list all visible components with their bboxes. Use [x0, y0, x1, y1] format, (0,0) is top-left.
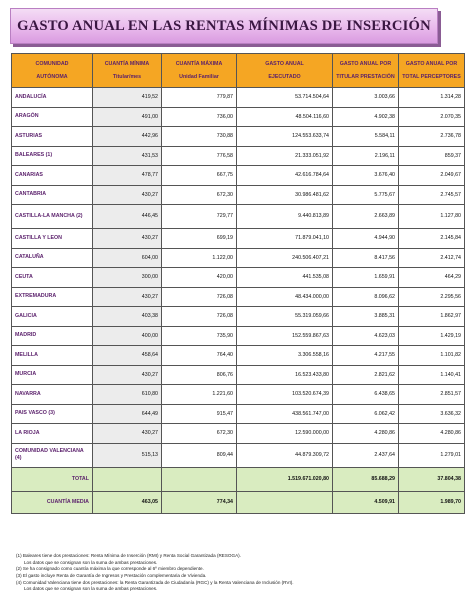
cell-region: LA RIOJA — [12, 424, 93, 444]
cell-cuantia-maxima: 730,88 — [162, 127, 237, 147]
cell-cuantia-maxima: 699,19 — [162, 229, 237, 249]
cell-cuantia-maxima: 735,90 — [162, 326, 237, 346]
cell-cuantia-minima: 478,77 — [93, 166, 162, 186]
cell-cuantia-maxima: 776,58 — [162, 146, 237, 166]
cell-gasto-titular: 4.944,90 — [333, 229, 399, 249]
cell-gasto-titular: 8.417,56 — [333, 248, 399, 268]
cell-cuantia-minima: 604,00 — [93, 248, 162, 268]
header-gasto-perceptores: GASTO ANUAL POR TOTAL PERCEPTORES — [399, 54, 465, 88]
total-titular: 85.688,29 — [333, 467, 399, 491]
cell-gasto-anual: 16.523.433,80 — [237, 365, 333, 385]
cell-region: CANARIAS — [12, 166, 93, 186]
cell-region: MADRID — [12, 326, 93, 346]
table-row — [12, 287, 465, 307]
cell-gasto-anual: 53.714.504,64 — [237, 88, 333, 108]
cell-gasto-titular: 4.217,55 — [333, 346, 399, 366]
footnote-line: (3) El gasto incluye Renta de Garantía de Ingresos y Prestación complementaria de Vivienda. — [16, 572, 207, 578]
total-row — [12, 467, 465, 491]
cell-gasto-anual: 103.520.674,39 — [237, 385, 333, 405]
media-titular: 4.509,91 — [333, 491, 399, 513]
cell-gasto-anual: 12.590.000,00 — [237, 424, 333, 444]
cell-cuantia-maxima: 779,87 — [162, 88, 237, 108]
total-max — [162, 467, 237, 491]
cell-cuantia-maxima: 736,00 — [162, 107, 237, 127]
cell-cuantia-minima: 400,00 — [93, 326, 162, 346]
cell-cuantia-minima: 458,64 — [93, 346, 162, 366]
cell-gasto-titular: 2.196,11 — [333, 146, 399, 166]
media-label: CUANTÍA MEDIA — [12, 491, 93, 513]
cell-region: MELILLA — [12, 346, 93, 366]
table-row — [12, 166, 465, 186]
cell-gasto-perceptores: 2.736,78 — [399, 127, 465, 147]
table-row — [12, 346, 465, 366]
cell-cuantia-maxima: 672,30 — [162, 185, 237, 205]
cell-gasto-anual: 124.553.633,74 — [237, 127, 333, 147]
media-min: 463,05 — [93, 491, 162, 513]
footnote-line: (1) Baleares tiene dos prestaciones: Renta Mínima de Inserción (RMI) y Renta Social Garantizada (RESOGA). — [16, 553, 241, 558]
cell-gasto-anual: 30.986.481,62 — [237, 185, 333, 205]
header-cuantia-maxima: CUANTÍA MÁXIMA Unidad Familiar — [162, 54, 237, 88]
cell-cuantia-maxima: 672,30 — [162, 424, 237, 444]
cell-cuantia-maxima: 1.221,60 — [162, 385, 237, 405]
expenditure-table — [11, 53, 465, 514]
footnote-line: Los datos que se consignan son la suma de ambas prestaciones. — [24, 559, 158, 565]
cell-cuantia-minima: 419,52 — [93, 88, 162, 108]
cell-gasto-anual: 240.506.407,21 — [237, 248, 333, 268]
cell-cuantia-minima: 403,38 — [93, 307, 162, 327]
page-title: GASTO ANUAL EN LAS RENTAS MÍNIMAS DE INSERCIÓN — [17, 17, 431, 34]
cell-cuantia-maxima: 764,40 — [162, 346, 237, 366]
table-row — [12, 146, 465, 166]
media-max: 774,34 — [162, 491, 237, 513]
cell-gasto-anual: 438.561.747,00 — [237, 404, 333, 424]
cell-region: BALEARES (1) — [12, 146, 93, 166]
table-row — [12, 88, 465, 108]
total-label: TOTAL — [12, 467, 93, 491]
cell-cuantia-minima: 644,49 — [93, 404, 162, 424]
cell-cuantia-minima: 430,27 — [93, 365, 162, 385]
cell-cuantia-maxima: 915,47 — [162, 404, 237, 424]
cell-cuantia-maxima: 667,75 — [162, 166, 237, 186]
table-row — [12, 424, 465, 444]
table-row — [12, 205, 465, 229]
total-perceptores: 37.804,38 — [399, 467, 465, 491]
header-gasto-titular: GASTO ANUAL POR TITULAR PRESTACIÓN — [333, 54, 399, 88]
cell-gasto-perceptores: 1.101,82 — [399, 346, 465, 366]
table-row — [12, 248, 465, 268]
cell-gasto-anual: 152.559.867,63 — [237, 326, 333, 346]
table-row — [12, 185, 465, 205]
cell-region: ASTURIAS — [12, 127, 93, 147]
cell-gasto-titular: 2.437,64 — [333, 443, 399, 467]
cell-gasto-titular: 3.885,31 — [333, 307, 399, 327]
cell-gasto-titular: 3.676,40 — [333, 166, 399, 186]
cell-gasto-perceptores: 859,37 — [399, 146, 465, 166]
cell-gasto-titular: 4.902,38 — [333, 107, 399, 127]
cell-cuantia-minima: 300,00 — [93, 268, 162, 288]
cell-cuantia-minima: 430,27 — [93, 424, 162, 444]
cell-gasto-anual: 42.616.784,64 — [237, 166, 333, 186]
cell-gasto-titular: 6.062,42 — [333, 404, 399, 424]
cell-cuantia-minima: 431,53 — [93, 146, 162, 166]
cell-gasto-perceptores: 1.140,41 — [399, 365, 465, 385]
cell-gasto-perceptores: 2.412,74 — [399, 248, 465, 268]
header-gasto-anual: GASTO ANUAL EJECUTADO — [237, 54, 333, 88]
cell-region: EXTREMADURA — [12, 287, 93, 307]
cell-gasto-perceptores: 2.745,57 — [399, 185, 465, 205]
table-row — [12, 365, 465, 385]
cell-gasto-titular: 4.280,86 — [333, 424, 399, 444]
cell-gasto-perceptores: 4.280,86 — [399, 424, 465, 444]
cell-cuantia-maxima: 1.122,00 — [162, 248, 237, 268]
cell-region: CASTILLA Y LEON — [12, 229, 93, 249]
cell-cuantia-minima: 515,13 — [93, 443, 162, 467]
cell-region: MURCIA — [12, 365, 93, 385]
cell-gasto-titular: 5.584,11 — [333, 127, 399, 147]
footnote-line: (4) Comunidad Valenciana tiene dos prestaciones: la Renta Garantizada de Ciudadanía (RGC) y la Renta Valenciana de Inclusión (RVI). — [16, 579, 294, 585]
cell-gasto-perceptores: 2.295,56 — [399, 287, 465, 307]
cell-cuantia-minima: 442,96 — [93, 127, 162, 147]
cell-cuantia-maxima: 729,77 — [162, 205, 237, 229]
cell-gasto-titular: 5.775,67 — [333, 185, 399, 205]
total-min — [93, 467, 162, 491]
cell-region: CANTABRIA — [12, 185, 93, 205]
cell-gasto-perceptores: 2.851,57 — [399, 385, 465, 405]
cell-gasto-anual: 71.879.041,10 — [237, 229, 333, 249]
cell-gasto-anual: 3.306.558,16 — [237, 346, 333, 366]
footnote-line: Los datos que se consignan son la suma de ambas prestaciones. — [24, 586, 158, 592]
cell-cuantia-maxima: 806,76 — [162, 365, 237, 385]
cell-region: NAVARRA — [12, 385, 93, 405]
cell-gasto-perceptores: 1.862,97 — [399, 307, 465, 327]
cell-gasto-perceptores: 1.279,01 — [399, 443, 465, 467]
cell-gasto-perceptores: 1.314,28 — [399, 88, 465, 108]
cell-cuantia-minima: 610,80 — [93, 385, 162, 405]
cell-gasto-anual: 48.434.000,00 — [237, 287, 333, 307]
cell-gasto-perceptores: 2.049,67 — [399, 166, 465, 186]
cell-region: COMUNIDAD VALENCIANA (4) — [12, 443, 93, 467]
cell-cuantia-minima: 446,45 — [93, 205, 162, 229]
cell-cuantia-minima: 430,27 — [93, 229, 162, 249]
cell-region: ARAGÓN — [12, 107, 93, 127]
table-row — [12, 404, 465, 424]
cell-gasto-titular: 4.623,03 — [333, 326, 399, 346]
cell-region: GALICIA — [12, 307, 93, 327]
cell-gasto-anual: 44.879.309,72 — [237, 443, 333, 467]
cell-region: ANDALUCÍA — [12, 88, 93, 108]
footnote-line: (2) Se ha consignado como cuantía máxima la que corresponde al 6º miembro dependiente. — [16, 566, 204, 572]
table-row — [12, 326, 465, 346]
cell-gasto-perceptores: 1.429,19 — [399, 326, 465, 346]
cell-cuantia-minima: 430,27 — [93, 185, 162, 205]
cell-gasto-titular: 2.663,89 — [333, 205, 399, 229]
cell-gasto-perceptores: 1.127,80 — [399, 205, 465, 229]
table-row — [12, 127, 465, 147]
table-row — [12, 107, 465, 127]
media-gasto — [237, 491, 333, 513]
header-cuantia-minima: CUANTÍA MÍNIMA Titular/mes — [93, 54, 162, 88]
cell-gasto-titular: 1.659,91 — [333, 268, 399, 288]
header-comunidad: COMUNIDAD AUTÓNOMA — [12, 54, 93, 88]
cell-gasto-perceptores: 2.145,84 — [399, 229, 465, 249]
header-row — [12, 54, 465, 88]
cell-gasto-perceptores: 2.070,35 — [399, 107, 465, 127]
cell-gasto-perceptores: 3.636,32 — [399, 404, 465, 424]
cell-gasto-titular: 6.438,65 — [333, 385, 399, 405]
cell-gasto-titular: 2.821,62 — [333, 365, 399, 385]
cell-gasto-perceptores: 464,29 — [399, 268, 465, 288]
cell-region: CASTILLA-LA MANCHA (2) — [12, 205, 93, 229]
cell-cuantia-maxima: 726,08 — [162, 307, 237, 327]
cell-cuantia-minima: 430,27 — [93, 287, 162, 307]
cell-gasto-anual: 55.319.059,66 — [237, 307, 333, 327]
table-row — [12, 385, 465, 405]
cell-region: CATALUÑA — [12, 248, 93, 268]
table-row — [12, 307, 465, 327]
media-perceptores: 1.989,70 — [399, 491, 465, 513]
cell-cuantia-maxima: 726,08 — [162, 287, 237, 307]
total-gasto: 1.519.671.020,80 — [237, 467, 333, 491]
cell-region: CEUTA — [12, 268, 93, 288]
cell-gasto-anual: 441.535,08 — [237, 268, 333, 288]
media-row — [12, 491, 465, 513]
title-banner — [10, 8, 438, 44]
table-body — [12, 88, 465, 514]
cell-gasto-anual: 48.504.116,60 — [237, 107, 333, 127]
cell-gasto-titular: 8.096,62 — [333, 287, 399, 307]
cell-region: PAIS VASCO (3) — [12, 404, 93, 424]
table-row — [12, 268, 465, 288]
table-row — [12, 443, 465, 467]
cell-gasto-titular: 3.003,66 — [333, 88, 399, 108]
cell-cuantia-minima: 491,00 — [93, 107, 162, 127]
table-row — [12, 229, 465, 249]
cell-gasto-anual: 21.333.051,92 — [237, 146, 333, 166]
cell-gasto-anual: 9.440.813,89 — [237, 205, 333, 229]
footnotes — [16, 553, 436, 593]
cell-cuantia-maxima: 420,00 — [162, 268, 237, 288]
cell-cuantia-maxima: 809,44 — [162, 443, 237, 467]
